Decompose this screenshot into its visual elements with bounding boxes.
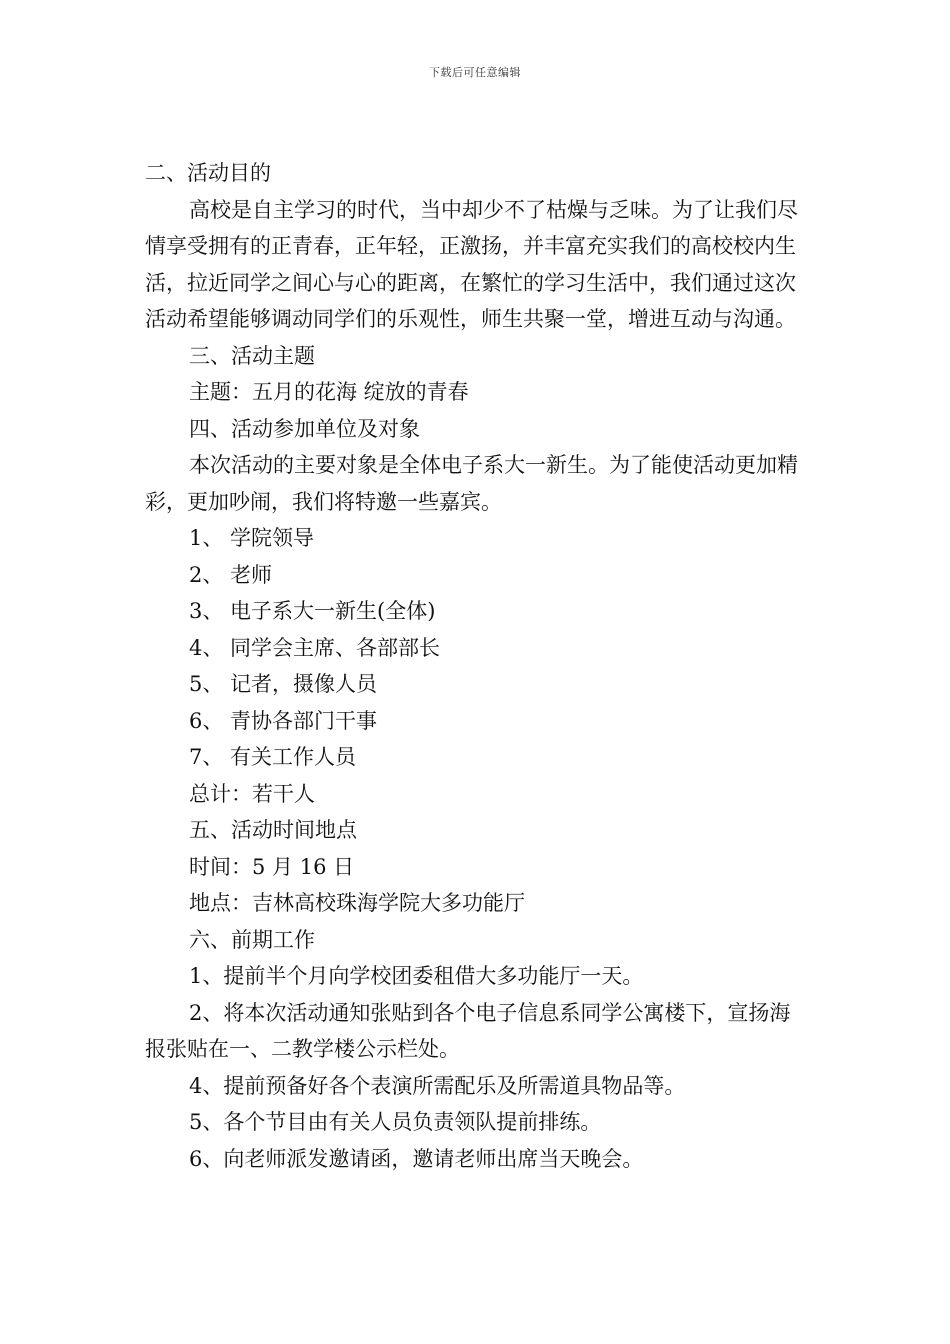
paragraph: 三、活动主题 — [189, 343, 315, 368]
page-header: 下载后可任意编辑 — [429, 66, 521, 79]
paragraph: 4、提前预备好各个表演所需配乐及所需道具物品等。 — [189, 1073, 686, 1098]
paragraph: 2、 老师 — [189, 562, 273, 587]
paragraph: 地点：吉林高校珠海学院大多功能厅 — [189, 891, 525, 915]
paragraph: 5、 记者，摄像人员 — [189, 672, 378, 696]
paragraph: 时间：5 月 16 日 — [189, 854, 355, 879]
paragraph: 2、将本次活动通知张贴到各个电子信息系同学公寓楼下，宣扬海报张贴在一、二教学楼公示栏处。 — [145, 1000, 791, 1061]
paragraph: 总计：若干人 — [189, 781, 315, 806]
paragraph: 主题：五月的花海 绽放的青春 — [189, 380, 469, 404]
paragraph: 本次活动的主要对象是全体电子系大一新生。为了能使活动更加精彩，更加吵闹，我们将特邀一些嘉宾。 — [145, 453, 798, 514]
paragraph: 7、 有关工作人员 — [189, 745, 357, 769]
paragraph: 6、向老师派发邀请函，邀请老师出席当天晚会。 — [189, 1146, 644, 1171]
paragraph: 1、 学院领导 — [189, 526, 315, 550]
paragraph: 4、 同学会主席、各部部长 — [189, 635, 441, 660]
paragraph: 二、活动目的 — [145, 161, 271, 185]
paragraph: 3、 电子系大一新生(全体) — [189, 599, 436, 623]
paragraph: 六、前期工作 — [189, 927, 315, 952]
paragraph: 1、提前半个月向学校团委租借大多功能厅一天。 — [189, 964, 644, 988]
paragraph: 6、 青协各部门干事 — [189, 708, 378, 733]
paragraph: 五、活动时间地点 — [189, 818, 357, 842]
paragraph: 四、活动参加单位及对象 — [189, 416, 420, 441]
document-body — [145, 155, 810, 1177]
paragraph: 5、各个节目由有关人员负责领队提前排练。 — [189, 1110, 602, 1134]
paragraph: 高校是自主学习的时代，当中却少不了枯燥与乏味。为了让我们尽情享受拥有的正青春，正年轻，正激扬，并丰富充实我们的高校校内生活，拉近同学之间心与心的距离，在繁忙的学习生活中，我们通过这次活动希望能够调动同学们的乐观性，师生共聚一堂，增进互动与沟通。 — [145, 197, 798, 331]
